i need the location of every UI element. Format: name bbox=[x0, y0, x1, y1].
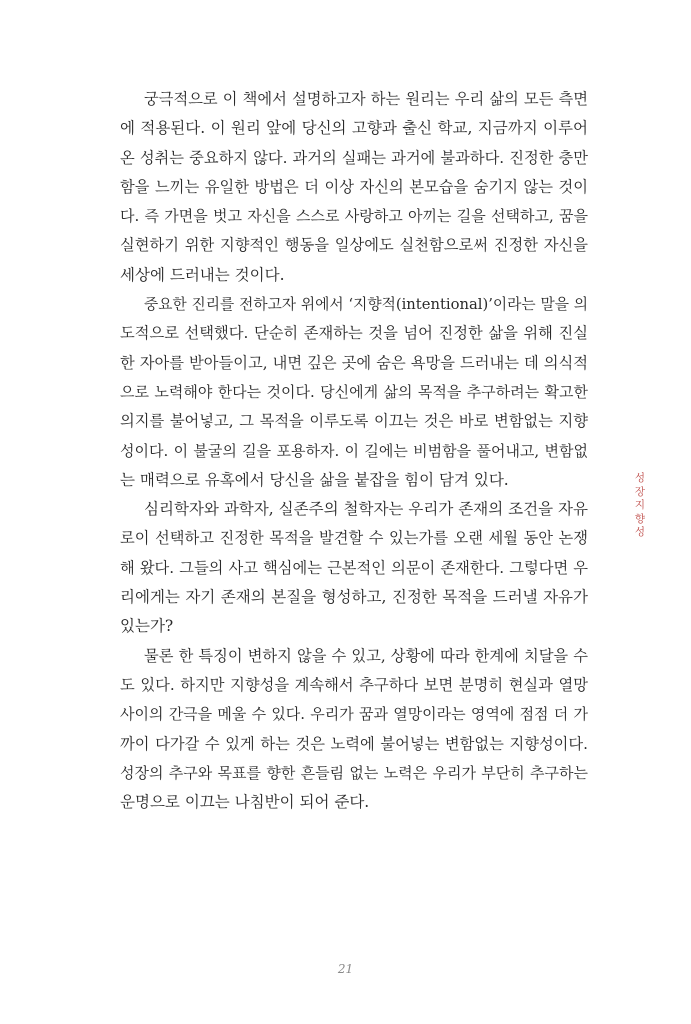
text-line: 함을 느끼는 유일한 방법은 더 이상 자신의 본모습을 숨기지 않는 것이 bbox=[120, 177, 588, 196]
text-line: 세상에 드러내는 것이다. bbox=[120, 265, 285, 284]
paragraph bbox=[120, 290, 588, 495]
text-line: 궁극적으로 이 책에서 설명하고자 하는 원리는 우리 삶의 모든 측면 bbox=[144, 90, 588, 108]
text-line: 성장의 추구와 목표를 향한 흔들림 없는 노력은 우리가 부단히 추구하는 bbox=[120, 763, 588, 782]
text-line: 있는가? bbox=[120, 617, 174, 636]
text-line: 심리학자와 과학자, 실존주의 철학자는 우리가 존재의 조건을 자유 bbox=[144, 500, 588, 519]
text-line: 운명으로 이끄는 나침반이 되어 준다. bbox=[120, 793, 370, 812]
side-title-char: 장 bbox=[634, 485, 646, 498]
text-line: 다. 즉 가면을 벗고 자신을 스스로 사랑하고 아끼는 길을 선택하고, 꿈을 bbox=[120, 207, 588, 226]
text-line: 는 매력으로 유혹에서 당신을 삶을 붙잡을 힘이 담겨 있다. bbox=[120, 470, 509, 489]
text-line: 실현하기 위한 지향적인 행동을 일상에도 실천함으로써 진정한 자신을 bbox=[120, 236, 588, 255]
text-line: 해 왔다. 그들의 사고 핵심에는 근본적인 의문이 존재한다. 그렇다면 우 bbox=[120, 558, 588, 577]
page-number: 21 bbox=[337, 962, 354, 976]
text-line: 한 자아를 받아들이고, 내면 깊은 곳에 숨은 욕망을 드러내는 데 의식적 bbox=[120, 353, 588, 372]
text-line: 온 성취는 중요하지 않다. 과거의 실패는 과거에 불과하다. 진정한 충만 bbox=[120, 148, 588, 167]
paragraph bbox=[120, 495, 588, 641]
side-title-char: 향 bbox=[634, 512, 646, 525]
text-line: 도 있다. 하지만 지향성을 계속해서 추구하다 보면 분명히 현실과 열망 bbox=[120, 675, 588, 694]
side-title-char: 지 bbox=[634, 499, 646, 511]
text-line: 으로 노력해야 한다는 것이다. 당신에게 삶의 목적을 추구하려는 확고한 bbox=[120, 382, 588, 401]
side-chapter-title bbox=[632, 472, 648, 540]
text-line: 물론 한 특징이 변하지 않을 수 있고, 상황에 따라 한계에 치달을 수 bbox=[144, 646, 588, 665]
side-title-char: 성 bbox=[634, 472, 646, 484]
side-title-char: 성 bbox=[634, 526, 646, 538]
text-line: 의지를 불어넣고, 그 목적을 이루도록 이끄는 것은 바로 변함없는 지향 bbox=[120, 412, 588, 431]
text-line: 성이다. 이 불굴의 길을 포용하자. 이 길에는 비범함을 풀어내고, 변함없 bbox=[120, 441, 588, 460]
text-line: 리에게는 자기 존재의 본질을 형성하고, 진정한 목적을 드러낼 자유가 bbox=[120, 588, 588, 607]
paragraph bbox=[120, 85, 588, 290]
text-line: 로이 선택하고 진정한 목적을 발견할 수 있는가를 오랜 세월 동안 논쟁 bbox=[120, 529, 588, 548]
text-line: 중요한 진리를 전하고자 위에서 ‘지향적(intentional)’이라는 말을 의 bbox=[144, 296, 588, 314]
body-text bbox=[120, 85, 588, 817]
text-line: 까이 다가갈 수 있게 하는 것은 노력에 불어넣는 변함없는 지향성이다. bbox=[120, 734, 588, 753]
text-line: 사이의 간극을 메울 수 있다. 우리가 꿈과 열망이라는 영역에 점점 더 가 bbox=[120, 705, 588, 724]
text-line: 에 적용된다. 이 원리 앞에 당신의 고향과 출신 학교, 지금까지 이루어 bbox=[120, 119, 588, 138]
paragraph bbox=[120, 642, 588, 818]
text-line: 도적으로 선택했다. 단순히 존재하는 것을 넘어 진정한 삶을 위해 진실 bbox=[120, 324, 588, 343]
